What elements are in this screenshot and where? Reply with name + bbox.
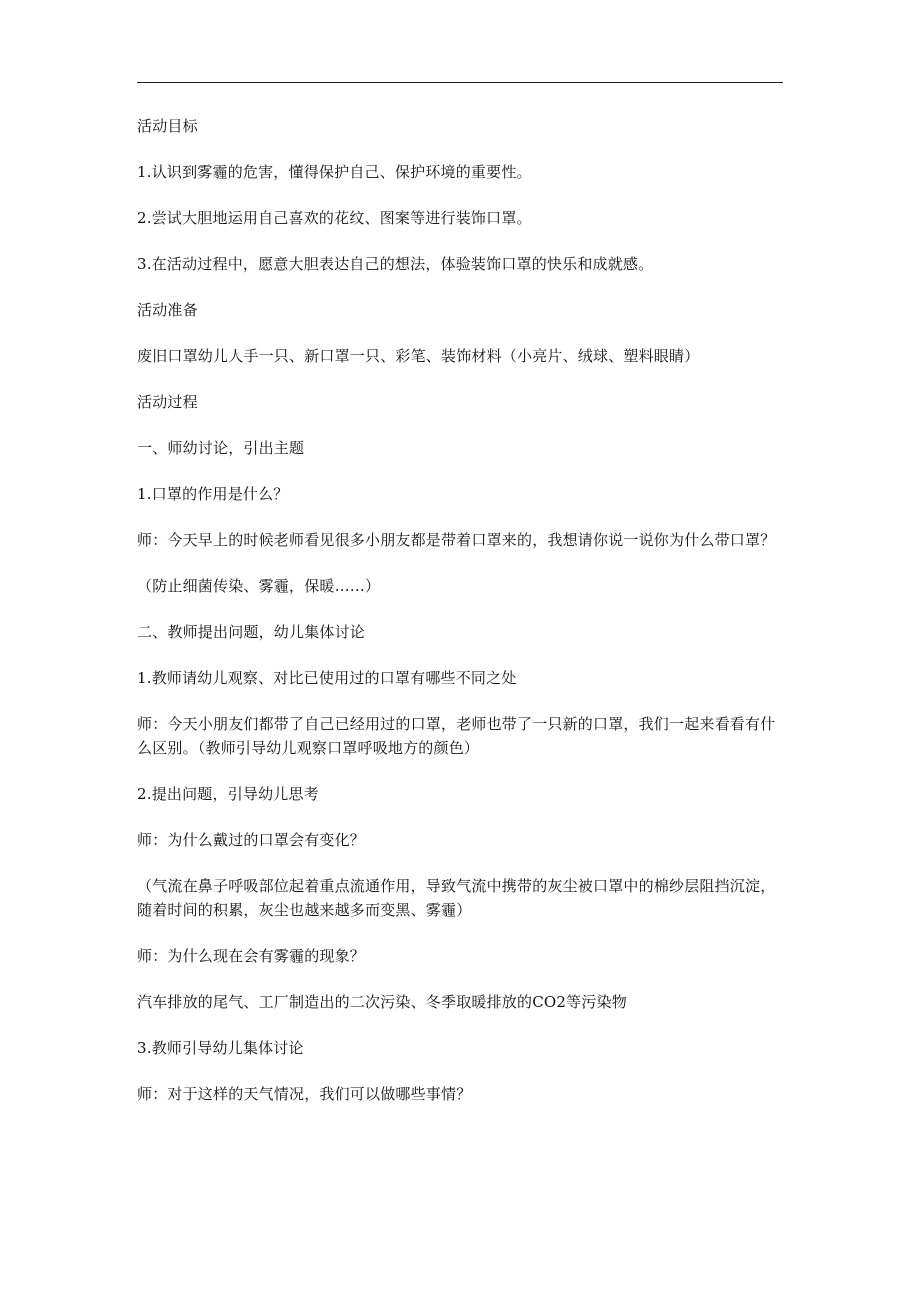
section-heading-goals: 活动目标 [137,117,198,135]
teacher-line-2: 师：今天小朋友们都带了自己已经用过的口罩，老师也带了一只新的口罩，我们一起来看看有什么区别。（教师引导幼儿观察口罩呼吸地方的颜色） [137,715,776,757]
goal-item-3: 3.在活动过程中，愿意大胆表达自己的想法，体验装饰口罩的快乐和成就感。 [137,255,654,273]
teacher-line-3: 师：为什么戴过的口罩会有变化？ [137,831,366,849]
preparation-materials: 废旧口罩幼儿人手一只、新口罩一只、彩笔、装饰材料（小亮片、绒球、塑料眼睛） [137,347,700,365]
teacher-line-5: 师：对于这样的天气情况，我们可以做哪些事情？ [137,1085,472,1103]
step-2-item-1: 1.教师请幼儿观察、对比已使用过的口罩有哪些不同之处 [137,669,517,687]
teacher-line-1: 师：今天早上的时候老师看见很多小朋友都是带着口罩来的，我想请你说一说你为什么带口罩？ [137,531,776,549]
document-body [137,114,785,1128]
answer-note-1: （防止细菌传染、雾霾，保暖……） [137,577,381,595]
step-2-item-2: 2.提出问题，引导幼儿思考 [137,785,319,803]
process-step-2-heading: 二、教师提出问题，幼儿集体讨论 [137,623,366,641]
answer-note-2: （气流在鼻子呼吸部位起着重点流通作用，导致气流中携带的灰尘被口罩中的棉纱层阻挡沉淀，随着时间的积累，灰尘也越来越多而变黑、雾霾） [137,877,776,919]
section-heading-process: 活动过程 [137,393,198,411]
header-rule [137,82,783,83]
question-1: 1.口罩的作用是什么？ [137,485,289,503]
teacher-line-4: 师：为什么现在会有雾霾的现象？ [137,947,366,965]
goal-item-1: 1.认识到雾霾的危害，懂得保护自己、保护环境的重要性。 [137,163,532,181]
answer-note-3: 汽车排放的尾气、工厂制造出的二次污染、冬季取暖排放的CO2等污染物 [137,993,627,1011]
process-step-1-heading: 一、师幼讨论，引出主题 [137,439,305,457]
goal-item-2: 2.尝试大胆地运用自己喜欢的花纹、图案等进行装饰口罩。 [137,209,532,227]
step-2-item-3: 3.教师引导幼儿集体讨论 [137,1039,304,1057]
section-heading-preparation: 活动准备 [137,301,198,319]
